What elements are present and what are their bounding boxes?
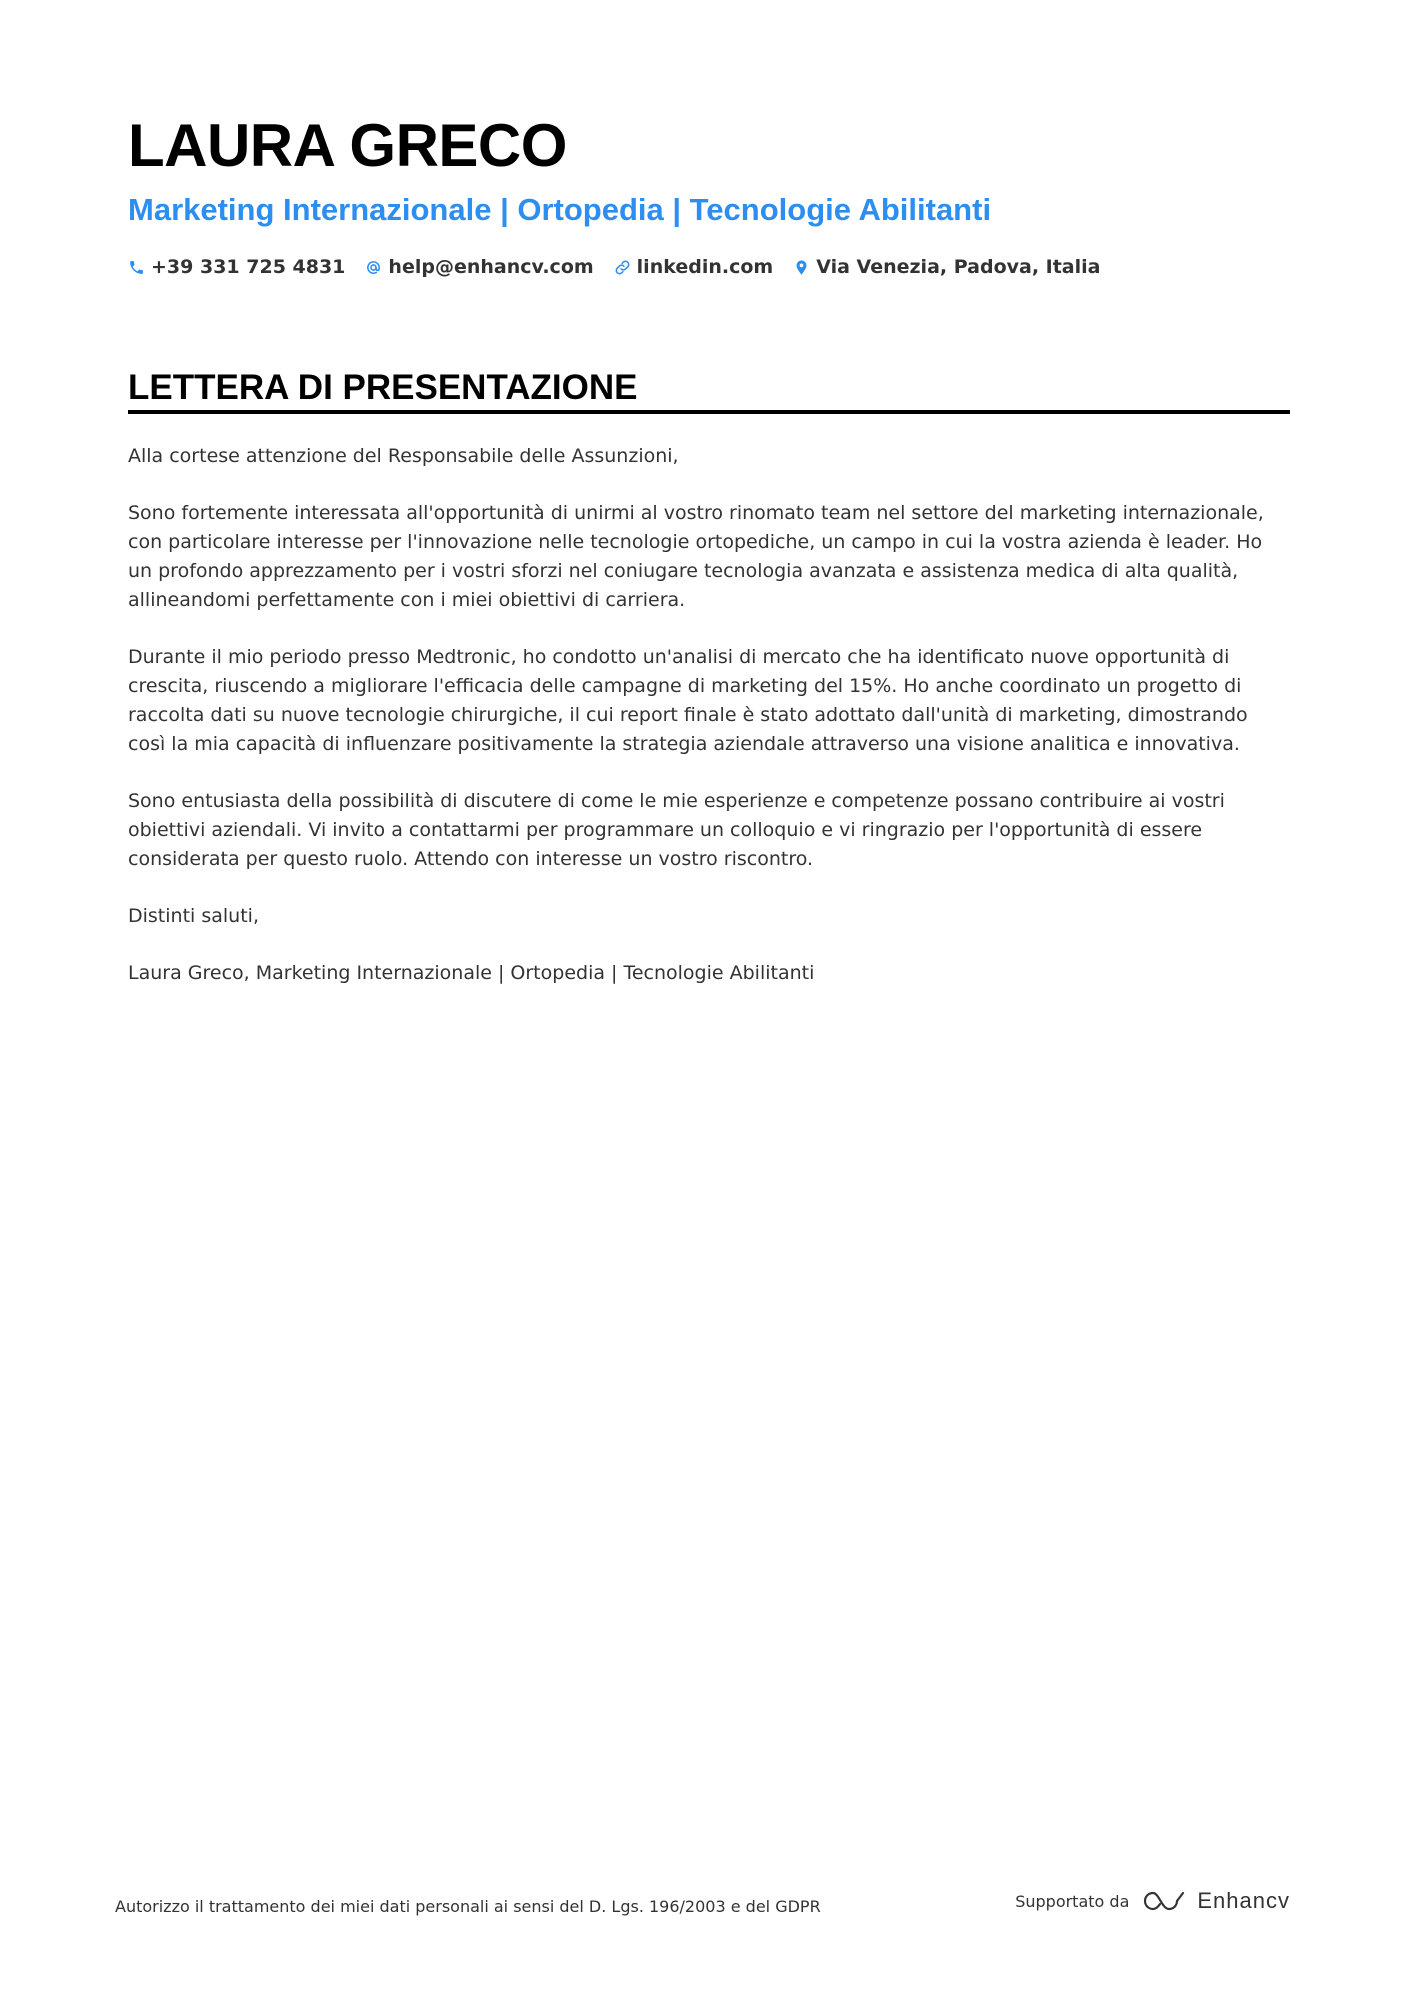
contact-address bbox=[793, 254, 1100, 280]
contact-phone bbox=[128, 254, 345, 280]
contact-email[interactable] bbox=[365, 254, 593, 280]
candidate-name: LAURA GRECO bbox=[128, 112, 567, 179]
contact-bar bbox=[128, 254, 1100, 280]
brand-name: Enhancv bbox=[1197, 1888, 1290, 1913]
enhancv-logo-icon bbox=[1141, 1888, 1187, 1914]
contact-linkedin[interactable] bbox=[614, 254, 774, 280]
phone-icon bbox=[128, 259, 145, 276]
contact-linkedin-text: linkedin.com bbox=[636, 256, 774, 278]
letter-salutation: Alla cortese attenzione del Responsabile delle Assunzioni, bbox=[128, 445, 679, 467]
section-divider bbox=[128, 410, 1290, 414]
contact-address-text: Via Venezia, Padova, Italia bbox=[816, 256, 1101, 278]
link-icon bbox=[614, 259, 631, 276]
contact-phone-text: +39 331 725 4831 bbox=[151, 256, 346, 278]
privacy-notice: Autorizzo il trattamento dei miei dati personali ai sensi del D. Lgs. 196/2003 e del GDPR bbox=[115, 1897, 821, 1916]
at-icon bbox=[365, 259, 382, 276]
letter-paragraph: Sono entusiasta della possibilità di discutere di come le mie esperienze e competenze possano contribuire ai vostri obiettivi aziendali. Vi invito a contattarmi per programmare un colloquio e vi ringrazio per l'opportunità di essere considerata per questo ruolo. Attendo con interesse un vostro riscontro. bbox=[128, 790, 1225, 870]
candidate-headline: Marketing Internazionale | Ortopedia | Tecnologie Abilitanti bbox=[128, 192, 992, 227]
letter-paragraph: Sono fortemente interessata all'opportunità di unirmi al vostro rinomato team nel settore del marketing internazionale, con particolare interesse per l'innovazione nelle tecnologie ortopediche, un campo in cui la vostra azienda è leader. Ho un profondo apprezzamento per i vostri sforzi nel coniugare tecnologia avanzata e assistenza medica di alta qualità, allineandomi perfettamente con i miei obiettivi di carriera. bbox=[128, 502, 1264, 611]
section-title: LETTERA DI PRESENTAZIONE bbox=[128, 368, 638, 407]
powered-by-label: Supportato da bbox=[1015, 1891, 1130, 1911]
brand-logo[interactable] bbox=[1141, 1888, 1290, 1914]
powered-by bbox=[1015, 1888, 1290, 1914]
contact-email-text: help@enhancv.com bbox=[388, 256, 594, 278]
letter-body bbox=[128, 442, 1290, 1016]
letter-signature: Laura Greco, Marketing Internazionale | Ortopedia | Tecnologie Abilitanti bbox=[128, 962, 815, 984]
letter-paragraph: Durante il mio periodo presso Medtronic, ho condotto un'analisi di mercato che ha identificato nuove opportunità di crescita, riuscendo a migliorare l'efficacia delle campagne di marketing del 15%. Ho anche coordinato un progetto di raccolta dati su nuove tecnologie chirurgiche, il cui report finale è stato adottato dall'unità di marketing, dimostrando così la mia capacità di influenzare positivamente la strategia aziendale attraverso una visione analitica e innovativa. bbox=[128, 646, 1248, 755]
letter-closing: Distinti saluti, bbox=[128, 905, 259, 927]
location-pin-icon bbox=[793, 259, 810, 276]
